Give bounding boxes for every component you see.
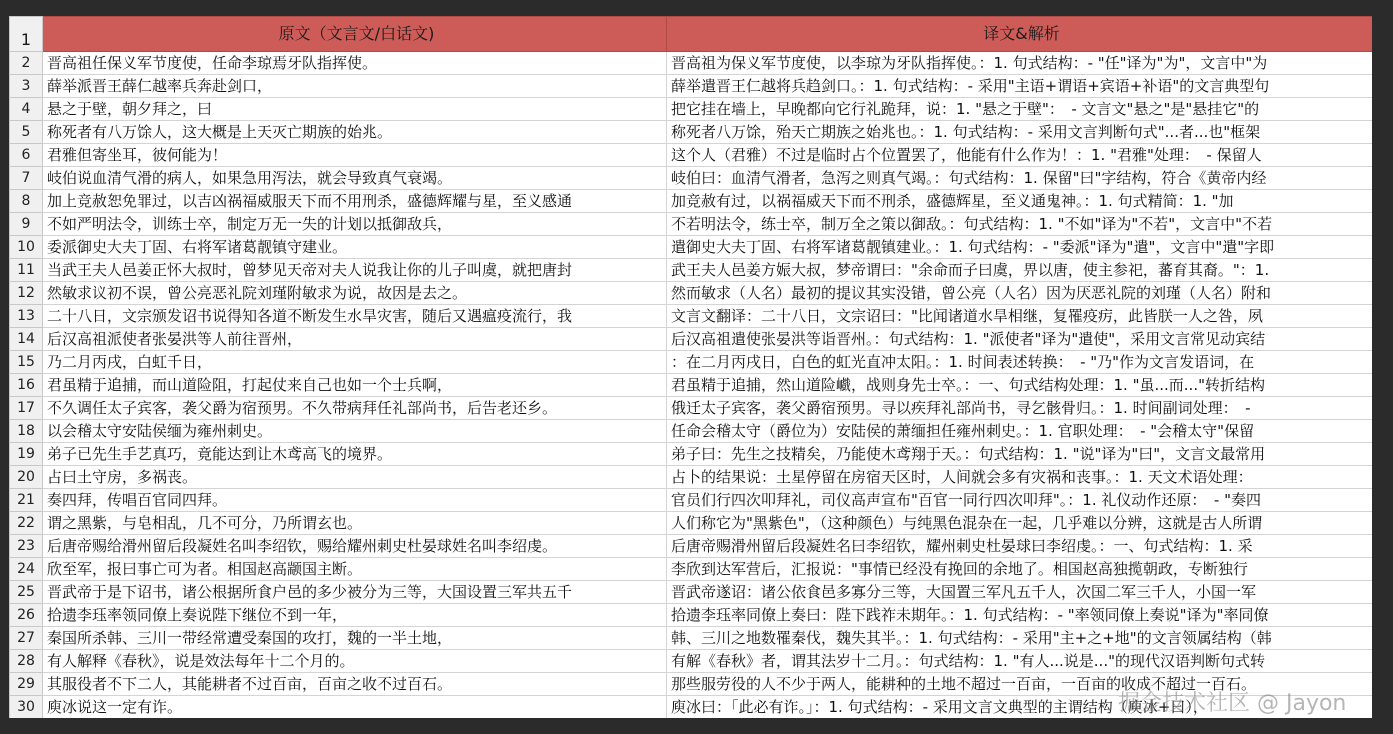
- table-row: [10, 443, 1373, 466]
- row-header[interactable]: 27: [10, 627, 43, 650]
- cell-original[interactable]: 秦国所杀韩、三川一带经常遭受秦国的攻打，魏的一半土地，: [43, 627, 667, 650]
- table-row: [10, 236, 1373, 259]
- cell-original[interactable]: 加上竞赦恕免罪过，以吉凶祸福威服天下而不用刑杀，盛德辉耀与星，至义感通: [43, 190, 667, 213]
- cell-translation[interactable]: 后汉高祖遣使张晏洪等诣晋州。：句式结构：1. "派使者"译为"遣使"，采用文言常见动宾结: [667, 328, 1373, 351]
- cell-translation[interactable]: 加竞赦有过，以祸福威天下而不刑杀，盛德辉星，至义通鬼神。：1. 句式精简：1. "加: [667, 190, 1373, 213]
- cell-original[interactable]: 君雅但寄坐耳，彼何能为！: [43, 144, 667, 167]
- cell-translation[interactable]: 庾冰曰：「此必有诈。」：1. 句式结构：- 采用文言文典型的主谓结构（庾冰+曰），: [667, 696, 1373, 719]
- cell-original[interactable]: 以会稽太守安陆侯缅为雍州刺史。: [43, 420, 667, 443]
- cell-original[interactable]: 当武王夫人邑姜正怀大叔时，曾梦见天帝对夫人说我让你的儿子叫虞，就把唐封: [43, 259, 667, 282]
- row-header[interactable]: 20: [10, 466, 43, 489]
- row-header[interactable]: 1: [10, 17, 43, 52]
- table-row: [10, 650, 1373, 673]
- table-row: [10, 581, 1373, 604]
- cell-translation[interactable]: 人们称它为"黑紫色"，（这种颜色）与纯黑色混杂在一起，几乎难以分辨，这就是古人所谓: [667, 512, 1373, 535]
- table-row: [10, 627, 1373, 650]
- cell-translation[interactable]: 文言文翻译：二十八日，文宗诏曰："比闻诸道水旱相继，复罹疫疠，此皆朕一人之咎，夙: [667, 305, 1373, 328]
- cell-original[interactable]: 乃二月丙戌，白虹千日，: [43, 351, 667, 374]
- cell-translation[interactable]: 后唐帝赐滑州留后段凝姓名曰李绍钦，耀州刺史杜晏球曰李绍虔。：一、句式结构：1. 采: [667, 535, 1373, 558]
- cell-translation[interactable]: 拾遗李珏率同僚上奏曰：陛下践祚未期年。：1. 句式结构：- "率领同僚上奏说"译为"率同僚: [667, 604, 1373, 627]
- table-row: [10, 144, 1373, 167]
- cell-translation[interactable]: 官员们行四次叩拜礼，司仪高声宣布"百官一同行四次叩拜"。：1. 礼仪动作还原： - "奏四: [667, 489, 1373, 512]
- table-row: [10, 328, 1373, 351]
- row-header[interactable]: 15: [10, 351, 43, 374]
- row-header[interactable]: 16: [10, 374, 43, 397]
- cell-original[interactable]: 委派御史大夫丁固、右将军诸葛靓镇守建业。: [43, 236, 667, 259]
- cell-translation[interactable]: 称死者八万馀，殆天亡期族之始兆也。：1. 句式结构：- 采用文言判断句式"...者...也"框架: [667, 121, 1373, 144]
- row-header[interactable]: 23: [10, 535, 43, 558]
- column-header-original[interactable]: 原文（文言文/白话文): [43, 17, 667, 52]
- cell-translation[interactable]: 这个人（君雅）不过是临时占个位置罢了，他能有什么作为！：1. "君雅"处理： - 保留人: [667, 144, 1373, 167]
- cell-original[interactable]: 悬之于壁，朝夕拜之，曰: [43, 98, 667, 121]
- cell-translation[interactable]: 晋高祖为保义军节度使，以李琼为牙队指挥使。：1. 句式结构：- "任"译为"为"，文言中"为: [667, 52, 1373, 75]
- table-row: [10, 52, 1373, 75]
- spreadsheet: [9, 16, 1372, 718]
- cell-original[interactable]: 不久调任太子宾客，袭父爵为宿预男。不久带病拜任礼部尚书，后告老还乡。: [43, 397, 667, 420]
- cell-original[interactable]: 庾冰说这一定有诈。: [43, 696, 667, 719]
- cell-original[interactable]: 不如严明法令，训练士卒，制定万无一失的计划以抵御敌兵，: [43, 213, 667, 236]
- cell-translation[interactable]: 晋武帝遂诏：诸公依食邑多寡分三等，大国置三军凡五千人，次国二军三千人，小国一军: [667, 581, 1373, 604]
- cell-original[interactable]: 其服役者不下二人，其能耕者不过百亩，百亩之收不过百石。: [43, 673, 667, 696]
- cell-original[interactable]: 拾遗李珏率领同僚上奏说陛下继位不到一年，: [43, 604, 667, 627]
- cell-original[interactable]: 薛举派晋王薛仁越率兵奔赴剑口，: [43, 75, 667, 98]
- watermark: 掘金技术社区 @ Jayon: [1118, 691, 1347, 716]
- row-header[interactable]: 14: [10, 328, 43, 351]
- row-header[interactable]: 7: [10, 167, 43, 190]
- table-row: [10, 673, 1373, 696]
- cell-translation[interactable]: 遣御史大夫丁固、右将军诸葛靓镇建业。：1. 句式结构：- "委派"译为"遣"，文言中"遣"字即: [667, 236, 1373, 259]
- table-row: [10, 167, 1373, 190]
- cell-translation[interactable]: 弟子曰：先生之技精矣，乃能使木鸢翔于天。：句式结构：1. "说"译为"曰"，文言文最常用: [667, 443, 1373, 466]
- row-header[interactable]: 22: [10, 512, 43, 535]
- row-header[interactable]: 4: [10, 98, 43, 121]
- cell-original[interactable]: 晋高祖任保义军节度使，任命李琼焉牙队指挥使。: [43, 52, 667, 75]
- table-row: [10, 558, 1373, 581]
- table-row: [10, 305, 1373, 328]
- table-row: [10, 259, 1373, 282]
- table-row: [10, 397, 1373, 420]
- cell-original[interactable]: 占曰土守房，多祸丧。: [43, 466, 667, 489]
- row-header[interactable]: 10: [10, 236, 43, 259]
- cell-original[interactable]: 晋武帝于是下诏书，诸公根据所食户邑的多少被分为三等，大国设置三军共五千: [43, 581, 667, 604]
- row-header[interactable]: 3: [10, 75, 43, 98]
- table-row: [10, 351, 1373, 374]
- cell-translation[interactable]: 君虽精于追捕，然山道险巇，战则身先士卒。：一、句式结构处理：1. "虽...而..."转折结构: [667, 374, 1373, 397]
- cell-translation[interactable]: 俄迁太子宾客，袭父爵宿预男。寻以疾拜礼部尚书，寻乞骸骨归。：1. 时间副词处理： -: [667, 397, 1373, 420]
- cell-translation[interactable]: 岐伯曰：血清气滑者，急泻之则真气竭。：句式结构：1. 保留"曰"字结构，符合《黄帝内经: [667, 167, 1373, 190]
- cell-original[interactable]: 然敏求议初不误，曾公亮恶礼院刘瑾附敏求为说，故因是去之。: [43, 282, 667, 305]
- cell-translation[interactable]: 不若明法令，练士卒，制万全之策以御敌。：句式结构：1. "不如"译为"不若"，文言中"不若: [667, 213, 1373, 236]
- row-header[interactable]: 19: [10, 443, 43, 466]
- table-row: [10, 489, 1373, 512]
- table-row: [10, 190, 1373, 213]
- cell-translation[interactable]: 把它挂在墙上，早晚都向它行礼跪拜，说：1. "悬之于壁"： - 文言文"悬之"是"悬挂它"的: [667, 98, 1373, 121]
- cell-original[interactable]: 奏四拜，传唱百官同四拜。: [43, 489, 667, 512]
- row-header[interactable]: 9: [10, 213, 43, 236]
- cell-original[interactable]: 二十八日，文宗颁发诏书说得知各道不断发生水旱灾害，随后又遇瘟疫流行，我: [43, 305, 667, 328]
- table-row: [10, 374, 1373, 397]
- row-header[interactable]: 13: [10, 305, 43, 328]
- table-row: [10, 466, 1373, 489]
- cell-translation[interactable]: 那些服劳役的人不少于两人，能耕种的土地不超过一百亩，一百亩的收成不超过一百石。: [667, 673, 1373, 696]
- cell-original[interactable]: 称死者有八万馀人，这大概是上天灭亡期族的始兆。: [43, 121, 667, 144]
- row-header[interactable]: 29: [10, 673, 43, 696]
- cell-translation[interactable]: 武王夫人邑姜方娠大叔，梦帝谓曰："余命而子曰虞，畀以唐，使主参祀，蕃育其裔。"：1.: [667, 259, 1373, 282]
- cell-original[interactable]: 弟子已先生手艺真巧，竟能达到让木鸢高飞的境界。: [43, 443, 667, 466]
- row-header[interactable]: 28: [10, 650, 43, 673]
- cell-translation[interactable]: 薛举遣晋王仁越将兵趋剑口。：1. 句式结构：- 采用"主语+谓语+宾语+补语"的文言典型句: [667, 75, 1373, 98]
- cell-translation[interactable]: 有解《春秋》者，谓其法岁十二月。：句式结构：1. "有人...说是..."的现代汉语判断句式转: [667, 650, 1373, 673]
- table-row: [10, 696, 1373, 719]
- cell-original[interactable]: 后汉高祖派使者张晏洪等人前往晋州，: [43, 328, 667, 351]
- table-row: [10, 98, 1373, 121]
- table-row: [10, 420, 1373, 443]
- table-row: [10, 282, 1373, 305]
- cell-translation[interactable]: 李欣到达军营后，汇报说："事情已经没有挽回的余地了。相国赵高独揽朝政，专断独行: [667, 558, 1373, 581]
- cell-original[interactable]: 君虽精于追捕，而山道险阻，打起仗来自己也如一个士兵啊，: [43, 374, 667, 397]
- cell-original[interactable]: 欣至军，报曰事亡可为者。相国赵高颛国主断。: [43, 558, 667, 581]
- cell-translation[interactable]: ：在二月丙戌日，白色的虹光直冲太阳。：1. 时间表述转换： - "乃"作为文言发语词，在: [667, 351, 1373, 374]
- header-row: [10, 17, 1373, 52]
- row-header[interactable]: 24: [10, 558, 43, 581]
- cell-original[interactable]: 岐伯说血清气滑的病人，如果急用泻法，就会导致真气衰竭。: [43, 167, 667, 190]
- cell-translation[interactable]: 然而敏求（人名）最初的提议其实没错，曾公亮（人名）因为厌恶礼院的刘瑾（人名）附和: [667, 282, 1373, 305]
- row-header[interactable]: 12: [10, 282, 43, 305]
- row-header[interactable]: 30: [10, 696, 43, 719]
- row-header[interactable]: 6: [10, 144, 43, 167]
- cell-translation[interactable]: 占卜的结果说：土星停留在房宿天区时，人间就会多有灾祸和丧事。：1. 天文术语处理：: [667, 466, 1373, 489]
- table-row: [10, 121, 1373, 144]
- cell-original[interactable]: 谓之黑紫，与皂相乱，几不可分，乃所谓玄也。: [43, 512, 667, 535]
- cell-translation[interactable]: 韩、三川之地数罹秦伐，魏失其半。：1. 句式结构：- 采用"主+之+地"的文言领属结构（韩: [667, 627, 1373, 650]
- row-header[interactable]: 5: [10, 121, 43, 144]
- row-header[interactable]: 18: [10, 420, 43, 443]
- data-table: [9, 16, 1372, 718]
- cell-original[interactable]: 有人解释《春秋》，说是效法每年十二个月的。: [43, 650, 667, 673]
- table-row: [10, 512, 1373, 535]
- column-header-translation[interactable]: 译文&解析: [667, 17, 1373, 52]
- row-header[interactable]: 25: [10, 581, 43, 604]
- row-header[interactable]: 2: [10, 52, 43, 75]
- row-header[interactable]: 11: [10, 259, 43, 282]
- row-header[interactable]: 8: [10, 190, 43, 213]
- table-row: [10, 604, 1373, 627]
- table-row: [10, 75, 1373, 98]
- cell-translation[interactable]: 任命会稽太守（爵位为）安陆侯的萧缅担任雍州刺史。：1. 官职处理： - "会稽太守"保留: [667, 420, 1373, 443]
- cell-original[interactable]: 后唐帝赐给滑州留后段凝姓名叫李绍钦，赐给耀州刺史杜晏球姓名叫李绍虔。: [43, 535, 667, 558]
- table-row: [10, 535, 1373, 558]
- row-header[interactable]: 26: [10, 604, 43, 627]
- row-header[interactable]: 21: [10, 489, 43, 512]
- table-row: [10, 213, 1373, 236]
- row-header[interactable]: 17: [10, 397, 43, 420]
